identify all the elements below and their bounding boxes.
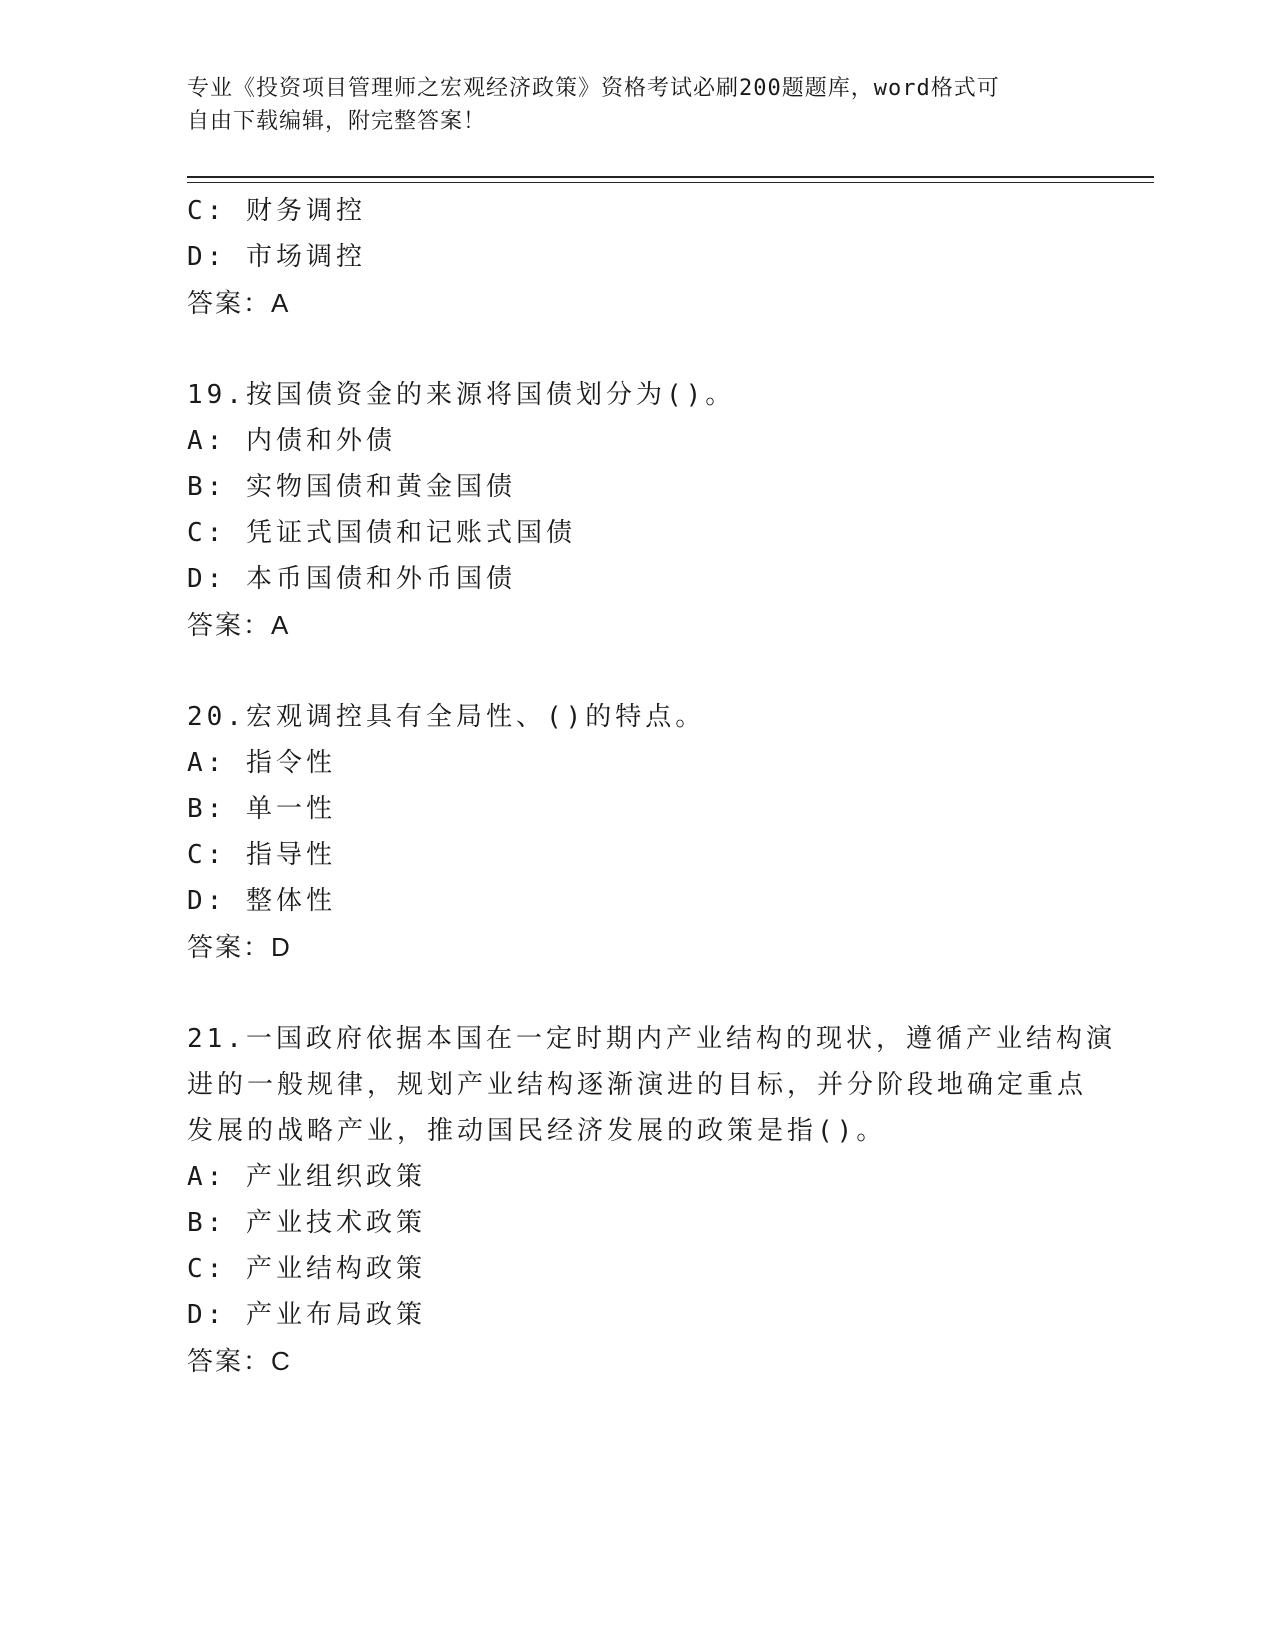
q20-option-a: A: 指令性 xyxy=(187,748,336,778)
q20-answer: 答案：D xyxy=(187,932,292,962)
q21-stem xyxy=(187,1016,1116,1154)
q21-stem-line-1: 21.一国政府依据本国在一定时期内产业结构的现状，遵循产业结构演 xyxy=(187,1024,1116,1054)
q21-option-d: D: 产业布局政策 xyxy=(187,1300,426,1330)
q21-stem-line-2: 进的一般规律，规划产业结构逐渐演进的目标，并分阶段地确定重点 xyxy=(187,1070,1088,1100)
q19-option-c: C: 凭证式国债和记账式国债 xyxy=(187,518,576,548)
q20-option-c: C: 指导性 xyxy=(187,840,336,870)
spacer xyxy=(187,970,1087,1016)
q18-option-c: C: 财务调控 xyxy=(187,196,366,226)
q20-option-b: B: 单一性 xyxy=(187,794,336,824)
q21-option-a: A: 产业组织政策 xyxy=(187,1162,426,1192)
header-line-2: 自由下载编辑，附完整答案！ xyxy=(187,109,487,134)
q21-option-b: B: 产业技术政策 xyxy=(187,1208,426,1238)
q19-answer: 答案：A xyxy=(187,610,291,640)
spacer xyxy=(187,648,1087,694)
q18-option-d: D: 市场调控 xyxy=(187,242,366,272)
q19-option-d: D: 本币国债和外币国债 xyxy=(187,564,516,594)
q20-stem: 20.宏观调控具有全局性、()的特点。 xyxy=(187,702,706,732)
question-content xyxy=(187,188,1116,1384)
header-divider-thin xyxy=(187,182,1154,183)
q21-option-c: C: 产业结构政策 xyxy=(187,1254,426,1284)
q19-option-b: B: 实物国债和黄金国债 xyxy=(187,472,516,502)
spacer xyxy=(187,326,1087,372)
q18-answer: 答案：A xyxy=(187,288,291,318)
q19-option-a: A: 内债和外债 xyxy=(187,426,396,456)
header-divider-thick xyxy=(187,176,1154,178)
q21-answer: 答案：C xyxy=(187,1346,292,1376)
q21-stem-line-3: 发展的战略产业，推动国民经济发展的政策是指()。 xyxy=(187,1116,887,1146)
document-header xyxy=(187,72,1067,138)
q20-option-d: D: 整体性 xyxy=(187,886,336,916)
q19-stem: 19.按国债资金的来源将国债划分为()。 xyxy=(187,380,736,410)
header-line-1: 专业《投资项目管理师之宏观经济政策》资格考试必刷200题题库，word格式可 xyxy=(187,76,1000,101)
